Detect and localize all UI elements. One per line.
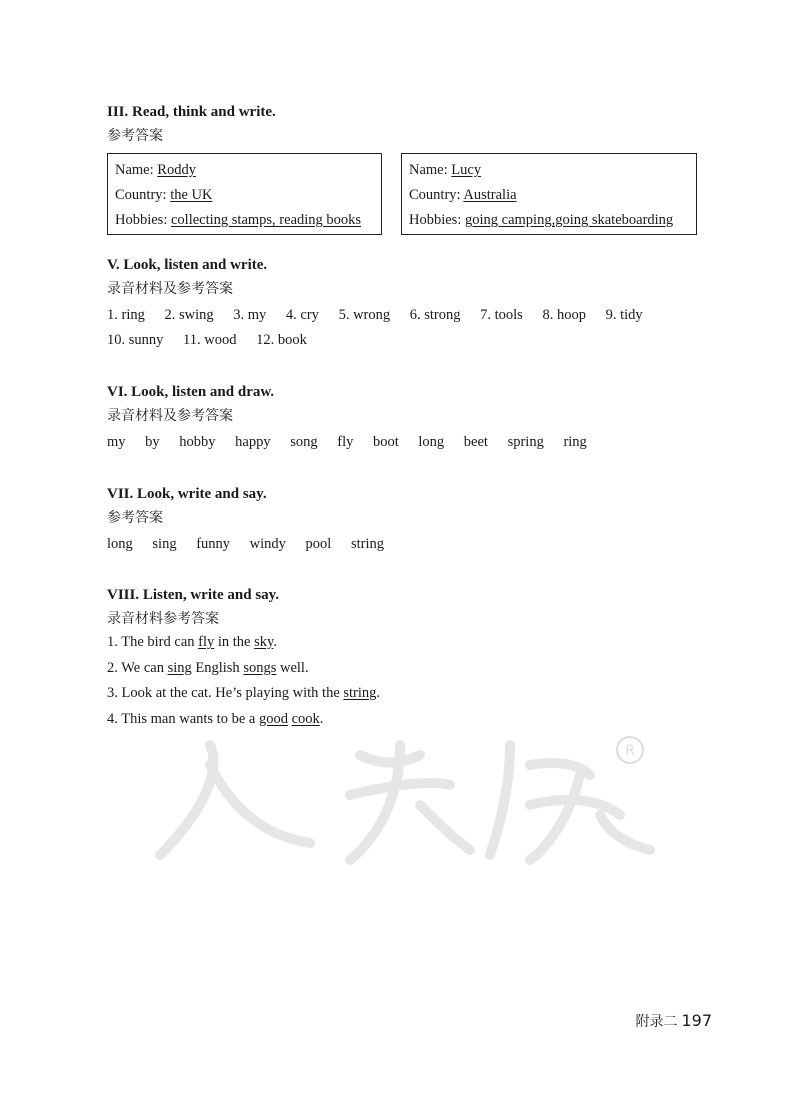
sentence-2: 2. We can sing English songs well. (107, 659, 309, 676)
name-answer: Lucy (451, 162, 482, 178)
word: long (107, 536, 133, 552)
section-iii (107, 103, 276, 145)
answer-word: 12. book (256, 332, 307, 348)
answer-word: 9. tidy (605, 307, 643, 323)
answer-word: 3. my (233, 307, 267, 323)
publisher-watermark-logo (150, 725, 670, 875)
word: happy (235, 434, 271, 450)
word-row (107, 535, 400, 553)
answer-word: songs (243, 659, 277, 676)
section-viii-subheading: 录音材料参考答案 (107, 611, 219, 627)
sentence-list (107, 630, 380, 732)
section-v-heading: V. Look, listen and write. (107, 257, 268, 273)
answer-word: sky (254, 634, 274, 650)
sentence-1: 1. The bird can fly in the sky. (107, 634, 277, 650)
name-line: Name: Lucy (409, 162, 482, 178)
answer-word: good (258, 710, 288, 727)
answer-word: cook (291, 710, 320, 727)
word-row (107, 433, 603, 451)
answer-word: 1. ring (107, 307, 145, 323)
country-answer: the UK (170, 187, 213, 203)
word: spring (507, 434, 544, 450)
word: windy (249, 536, 286, 552)
country-answer: Australia (463, 187, 517, 203)
answer-row-2 (107, 331, 659, 349)
appendix-label: 附录二 (635, 1014, 678, 1030)
answer-word: 5. wrong (338, 307, 391, 323)
word: funny (196, 536, 231, 552)
answer-word: 7. tools (480, 307, 523, 323)
page-footer (635, 1011, 712, 1031)
hobbies-line: Hobbies: going camping,going skateboarding (409, 212, 674, 228)
answer-word: string (343, 685, 377, 701)
country-line: Country: Australia (409, 187, 517, 203)
answer-word: 8. hoop (542, 307, 586, 323)
sentence-3: 3. Look at the cat. He’s playing with the string. (107, 685, 381, 701)
name-line: Name: Roddy (115, 162, 196, 178)
section-viii-heading: VIII. Listen, write and say. (107, 587, 280, 603)
section-iii-subheading: 参考答案 (107, 128, 163, 144)
section-iii-heading: III. Read, think and write. (107, 104, 276, 120)
profile-box-lucy (401, 153, 697, 235)
hobbies-answer: collecting stamps, reading books (170, 212, 362, 228)
hobbies-line: Hobbies: collecting stamps, reading books (115, 212, 362, 228)
answer-row-1 (107, 306, 659, 324)
page-number: 197 (681, 1011, 712, 1030)
name-answer: Roddy (157, 162, 196, 178)
word: ring (563, 434, 587, 450)
section-vii (107, 485, 400, 553)
word: string (350, 536, 384, 552)
answer-word: 11. wood (183, 332, 237, 348)
word: sing (152, 536, 177, 552)
answer-word: fly (198, 634, 215, 650)
section-vi-subheading: 录音材料及参考答案 (107, 408, 233, 424)
answer-word: sing (167, 659, 192, 676)
word: pool (305, 536, 332, 552)
sentence-4: 4. This man wants to be a good cook. (107, 710, 324, 727)
section-vi-heading: VI. Look, listen and draw. (107, 384, 275, 400)
word: long (418, 434, 445, 450)
word: beet (463, 434, 488, 450)
word: hobby (179, 434, 216, 450)
svg-text:R: R (625, 743, 635, 759)
answer-boxes (107, 153, 697, 237)
section-v (107, 256, 659, 349)
answer-word: 2. swing (164, 307, 214, 323)
hobbies-answer: going camping,going skateboarding (464, 212, 674, 228)
answer-word: 10. sunny (107, 332, 164, 348)
section-vii-subheading: 参考答案 (107, 510, 163, 526)
section-v-subheading: 录音材料及参考答案 (107, 281, 233, 297)
word: fly (337, 434, 354, 450)
section-vi (107, 383, 603, 451)
word: song (290, 434, 318, 450)
country-line: Country: the UK (115, 187, 213, 203)
answer-word: 4. cry (285, 307, 319, 323)
section-vii-heading: VII. Look, write and say. (107, 486, 267, 502)
word: by (145, 434, 160, 450)
profile-box-roddy (107, 153, 382, 235)
word: boot (372, 434, 399, 450)
section-viii (107, 586, 380, 732)
answer-word: 6. strong (409, 307, 461, 323)
word: my (107, 434, 126, 450)
